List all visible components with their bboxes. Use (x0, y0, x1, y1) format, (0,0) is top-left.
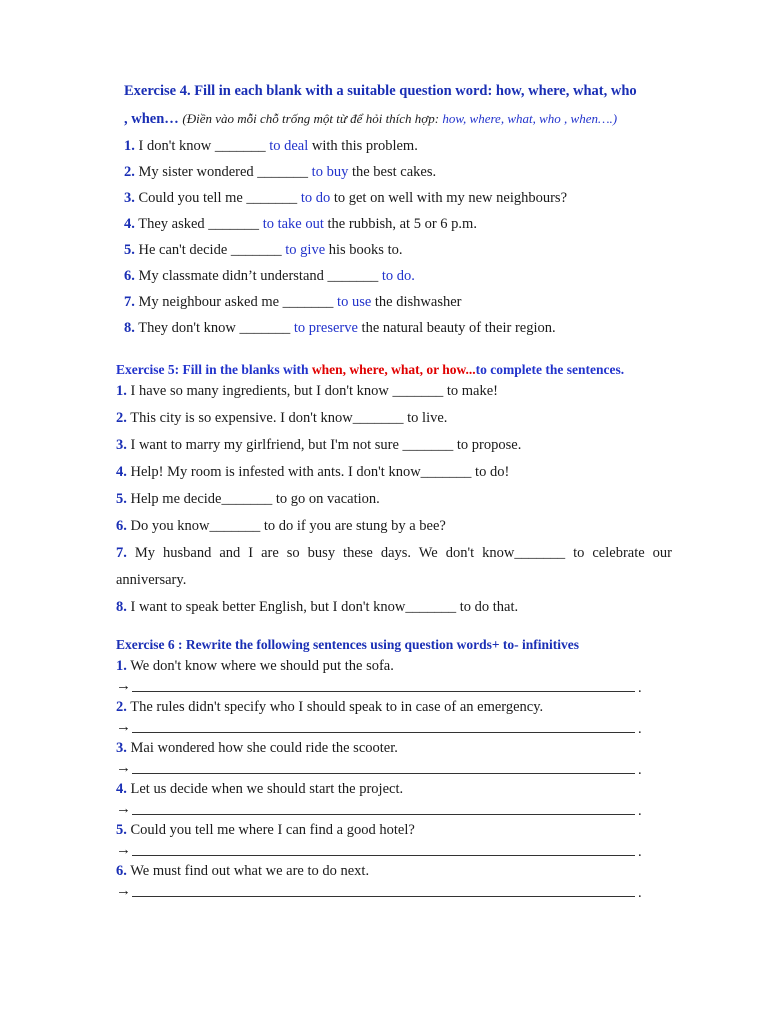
item-text: We don't know where we should put the sofa. (130, 658, 394, 674)
item-text: anniversary. (116, 572, 187, 588)
item-number: 8. (116, 599, 127, 615)
ex4-title-line2a: , when… (124, 111, 183, 127)
ex4-item (124, 189, 567, 207)
item-number: 7. (124, 294, 135, 310)
item-text: We must find out what we are to do next. (130, 863, 370, 879)
item-number: 3. (116, 437, 127, 453)
item-text-end: the best cakes. (348, 164, 437, 180)
end-dot: . (638, 885, 642, 901)
item-number: 2. (124, 164, 135, 180)
item-text-end: the dishwasher (371, 294, 462, 310)
item-answer: to buy (311, 164, 349, 180)
arrow-icon: → (116, 719, 131, 735)
item-number: 4. (116, 781, 127, 797)
ex6-title-text: Exercise 6 : Rewrite the following sentences using question words+ to- infinitives (116, 637, 580, 652)
item-text: My classmate didn’t understand _______ (138, 268, 382, 284)
answer-line[interactable] (132, 814, 635, 815)
ex6-item (116, 698, 543, 716)
item-answer: to do. (381, 268, 415, 284)
ex6-item (116, 821, 415, 839)
ex6-title (116, 636, 579, 654)
item-number: 6. (116, 863, 127, 879)
item-number: 2. (116, 699, 127, 715)
item-number: 7. (116, 545, 127, 561)
ex4-item (124, 267, 415, 285)
item-number: 6. (124, 268, 135, 284)
item-text: Do you know_______ to do if you are stung by a bee? (130, 518, 446, 534)
item-answer: to take out (262, 216, 324, 232)
item-text: Mai wondered how she could ride the scooter. (130, 740, 398, 756)
item-number: 3. (116, 740, 127, 756)
item-number: 4. (124, 216, 135, 232)
answer-line[interactable] (132, 773, 635, 774)
item-text: The rules didn't specify who I should speak to in case of an emergency. (130, 699, 544, 715)
item-answer: to give (285, 242, 326, 258)
end-dot: . (638, 803, 642, 819)
item-text: They don't know _______ (138, 320, 294, 336)
ex4-subtitle (124, 110, 617, 128)
ex5-title-a: Exercise 5: Fill in the blanks with (116, 362, 312, 377)
item-number: 5. (124, 242, 135, 258)
ex4-instruction-words: how, where, what, who , when….) (442, 111, 618, 126)
item-number: 1. (116, 383, 127, 399)
item-number: 8. (124, 320, 135, 336)
item-text: Could you tell me _______ (138, 190, 301, 206)
ex5-item (116, 490, 380, 508)
item-number: 2. (116, 410, 127, 426)
end-dot: . (638, 680, 642, 696)
item-text-end: the rubbish, at 5 or 6 p.m. (323, 216, 477, 232)
item-answer: to use (337, 294, 372, 310)
answer-line[interactable] (132, 732, 635, 733)
ex5-item (116, 544, 672, 562)
item-text: I want to speak better English, but I don't know_______ to do that. (130, 599, 519, 615)
ex4-item (124, 293, 461, 311)
ex6-item (116, 780, 403, 798)
item-number: 1. (124, 138, 135, 154)
ex5-item (116, 517, 446, 535)
ex6-item (116, 862, 369, 880)
item-text: Help me decide_______ to go on vacation. (130, 491, 380, 507)
item-text-end: to get on well with my new neighbours? (330, 190, 568, 206)
arrow-icon: → (116, 801, 131, 817)
item-number: 5. (116, 491, 127, 507)
ex5-item (116, 382, 498, 400)
arrow-icon: → (116, 842, 131, 858)
item-number: 1. (116, 658, 127, 674)
ex4-item (124, 215, 477, 233)
arrow-icon: → (116, 883, 131, 899)
item-number: 3. (124, 190, 135, 206)
arrow-icon: → (116, 760, 131, 776)
item-text: My neighbour asked me _______ (138, 294, 338, 310)
item-text: My sister wondered _______ (138, 164, 312, 180)
item-text: This city is so expensive. I don't know_______ to live. (130, 410, 448, 426)
ex5-title-c: to complete the sentences. (475, 362, 625, 377)
ex5-title (116, 361, 624, 379)
ex4-title (124, 82, 637, 100)
item-answer: to preserve (293, 320, 358, 336)
ex5-item-continuation (116, 571, 186, 589)
item-answer: to do (300, 190, 331, 206)
item-number: 5. (116, 822, 127, 838)
ex5-item (116, 409, 447, 427)
item-text: Help! My room is infested with ants. I don't know_______ to do! (130, 464, 510, 480)
item-text: He can't decide _______ (138, 242, 286, 258)
item-text-end: the natural beauty of their region. (357, 320, 556, 336)
item-number: 6. (116, 518, 127, 534)
item-number: 4. (116, 464, 127, 480)
ex5-item (116, 436, 521, 454)
item-text-end: his books to. (325, 242, 403, 258)
item-text: I have so many ingredients, but I don't know _______ to make! (130, 383, 498, 399)
end-dot: . (638, 762, 642, 778)
item-text: Let us decide when we should start the project. (130, 781, 404, 797)
ex6-item (116, 739, 398, 757)
answer-line[interactable] (132, 855, 635, 856)
answer-line[interactable] (132, 896, 635, 897)
ex4-instruction-vi: (Điền vào mỗi chỗ trống một từ để hỏi thích hợp: (182, 111, 443, 126)
ex5-item (116, 598, 518, 616)
ex5-item (116, 463, 509, 481)
ex5-title-words: when, where, what, or how... (311, 362, 476, 377)
ex4-item (124, 163, 436, 181)
item-text: I want to marry my girlfriend, but I'm not sure _______ to propose. (130, 437, 522, 453)
end-dot: . (638, 721, 642, 737)
answer-line[interactable] (132, 691, 635, 692)
item-text: They asked _______ (138, 216, 263, 232)
ex4-item (124, 319, 556, 337)
ex6-item (116, 657, 394, 675)
ex4-item (124, 137, 418, 155)
ex4-item (124, 241, 402, 259)
item-text: I don't know _______ (138, 138, 270, 154)
item-text: Could you tell me where I can find a good hotel? (130, 822, 415, 838)
ex4-title-line1: Exercise 4. Fill in each blank with a suitable question word: how, where, what, who (124, 83, 637, 99)
end-dot: . (638, 844, 642, 860)
item-text-end: with this problem. (308, 138, 418, 154)
item-text: My husband and I are so busy these days. We don't know_______ to celebrate our (134, 545, 673, 561)
item-answer: to deal (269, 138, 309, 154)
arrow-icon: → (116, 678, 131, 694)
